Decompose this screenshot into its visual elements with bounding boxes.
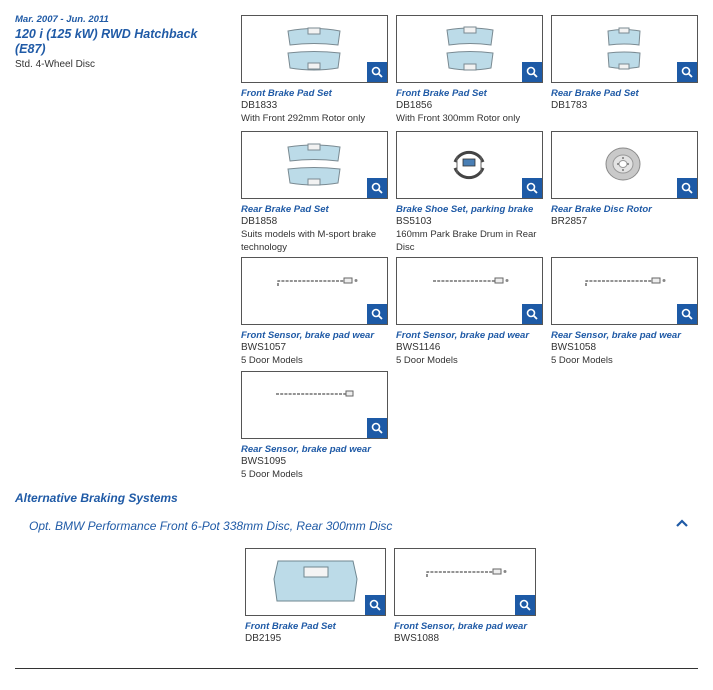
magnifier-icon xyxy=(526,308,538,320)
product-image[interactable] xyxy=(551,15,698,83)
product-title[interactable]: Rear Sensor, brake pad wear xyxy=(551,330,681,341)
zoom-button[interactable] xyxy=(522,178,542,198)
brake-pad-icon xyxy=(242,132,387,198)
zoom-button[interactable] xyxy=(677,178,697,198)
product-card xyxy=(396,257,543,368)
wear-sensor-icon xyxy=(395,549,535,615)
product-image[interactable] xyxy=(241,131,388,199)
part-number: DB1858 xyxy=(241,216,278,227)
zoom-button[interactable] xyxy=(367,418,387,438)
brake-pad-icon xyxy=(552,16,697,82)
magnifier-icon xyxy=(371,308,383,320)
zoom-button[interactable] xyxy=(515,595,535,615)
magnifier-icon xyxy=(371,182,383,194)
product-image[interactable] xyxy=(396,15,543,83)
part-number: BWS1058 xyxy=(551,342,597,353)
product-note: 160mm Park Brake Drum in Rear Disc xyxy=(396,229,537,253)
magnifier-icon xyxy=(526,66,538,78)
brake-shoe-icon xyxy=(397,132,542,198)
vehicle-model: 120 i (125 kW) RWD Hatchback (E87) xyxy=(15,27,198,56)
product-note: Suits models with M-sport brake technology xyxy=(241,229,377,253)
zoom-button[interactable] xyxy=(367,304,387,324)
magnifier-icon xyxy=(526,182,538,194)
product-card xyxy=(241,131,388,254)
product-image[interactable] xyxy=(241,371,388,439)
part-number: BWS1146 xyxy=(396,342,441,353)
wear-sensor-icon xyxy=(242,258,387,324)
vehicle-dates: Mar. 2007 - Jun. 2011 xyxy=(15,14,109,25)
zoom-button[interactable] xyxy=(677,62,697,82)
part-number: BWS1057 xyxy=(241,342,287,353)
product-card xyxy=(245,548,392,644)
zoom-button[interactable] xyxy=(365,595,385,615)
product-card xyxy=(551,15,698,113)
vehicle-info xyxy=(15,14,230,70)
product-title[interactable]: Brake Shoe Set, parking brake xyxy=(396,204,534,215)
part-number: BS5103 xyxy=(396,216,432,227)
product-card xyxy=(241,371,388,482)
product-title[interactable]: Front Sensor, brake pad wear xyxy=(396,330,530,341)
product-title[interactable]: Front Sensor, brake pad wear xyxy=(394,621,528,632)
product-title[interactable]: Rear Sensor, brake pad wear xyxy=(241,444,371,455)
product-card xyxy=(394,548,541,644)
part-number: DB1856 xyxy=(396,100,433,111)
product-title[interactable]: Rear Brake Pad Set xyxy=(551,88,639,99)
product-note: 5 Door Models xyxy=(241,469,303,480)
brake-pad-icon xyxy=(397,16,542,82)
zoom-button[interactable] xyxy=(522,62,542,82)
part-number: BR2857 xyxy=(551,216,588,227)
part-number: DB1833 xyxy=(241,100,278,111)
product-title[interactable]: Front Brake Pad Set xyxy=(241,88,332,99)
product-card xyxy=(551,257,698,368)
product-image[interactable] xyxy=(241,257,388,325)
product-image[interactable] xyxy=(396,257,543,325)
product-image[interactable] xyxy=(241,15,388,83)
magnifier-icon xyxy=(371,66,383,78)
magnifier-icon xyxy=(681,66,693,78)
section-divider xyxy=(15,668,698,669)
zoom-button[interactable] xyxy=(367,178,387,198)
product-note: With Front 300mm Rotor only xyxy=(396,113,521,124)
wear-sensor-icon xyxy=(397,258,542,324)
product-card xyxy=(551,131,698,229)
product-title[interactable]: Rear Brake Pad Set xyxy=(241,204,329,215)
brake-pad-icon xyxy=(242,16,387,82)
zoom-button[interactable] xyxy=(677,304,697,324)
zoom-button[interactable] xyxy=(522,304,542,324)
chevron-up-icon[interactable] xyxy=(675,517,689,529)
product-note: 5 Door Models xyxy=(241,355,303,366)
magnifier-icon xyxy=(519,599,531,611)
alternative-option-toggle[interactable]: Opt. BMW Performance Front 6-Pot 338mm Disc, Rear 300mm Disc xyxy=(29,519,393,533)
product-card xyxy=(396,131,543,254)
product-image[interactable] xyxy=(396,131,543,199)
magnifier-icon xyxy=(681,182,693,194)
product-image[interactable] xyxy=(551,257,698,325)
product-title[interactable]: Front Sensor, brake pad wear xyxy=(241,330,375,341)
magnifier-icon xyxy=(371,422,383,434)
product-card xyxy=(241,257,388,368)
zoom-button[interactable] xyxy=(367,62,387,82)
product-image[interactable] xyxy=(245,548,386,616)
product-title[interactable]: Front Brake Pad Set xyxy=(396,88,487,99)
product-title[interactable]: Rear Brake Disc Rotor xyxy=(551,204,652,215)
product-image[interactable] xyxy=(394,548,536,616)
brake-rotor-icon xyxy=(552,132,697,198)
alternative-heading: Alternative Braking Systems xyxy=(15,491,178,505)
product-note: 5 Door Models xyxy=(551,355,613,366)
part-number: DB2195 xyxy=(245,633,282,644)
product-title[interactable]: Front Brake Pad Set xyxy=(245,621,336,632)
product-card xyxy=(241,15,388,126)
product-image[interactable] xyxy=(551,131,698,199)
part-number: BWS1095 xyxy=(241,456,287,467)
brake-system-label: Std. 4-Wheel Disc xyxy=(15,59,96,70)
product-note: 5 Door Models xyxy=(396,355,458,366)
part-number: DB1783 xyxy=(551,100,588,111)
product-card xyxy=(396,15,543,126)
wear-sensor-icon xyxy=(242,372,387,438)
magnifier-icon xyxy=(369,599,381,611)
part-number: BWS1088 xyxy=(394,633,440,644)
product-note: With Front 292mm Rotor only xyxy=(241,113,366,124)
wear-sensor-icon xyxy=(552,258,697,324)
magnifier-icon xyxy=(681,308,693,320)
